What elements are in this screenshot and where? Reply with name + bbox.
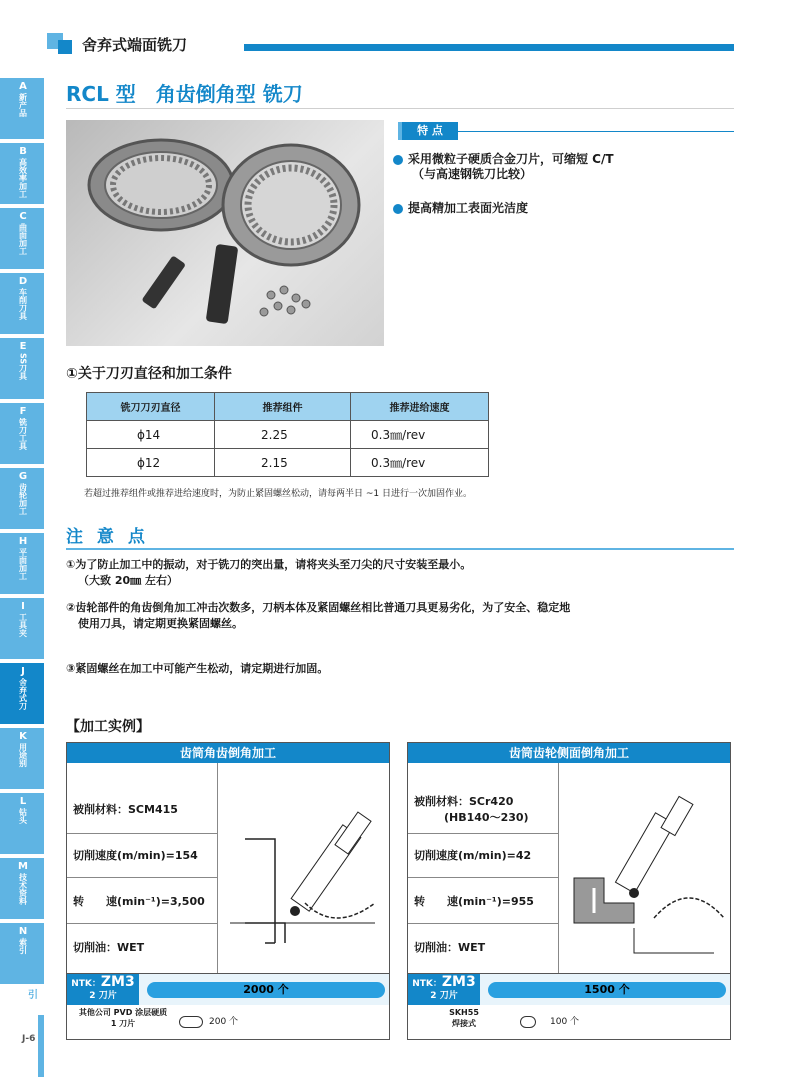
row-divider [408,833,558,834]
sidebar-label: 钻头 [18,808,28,824]
sidebar-label: 齿轮加工 [18,483,28,515]
row-divider [67,923,217,924]
features-line [458,131,734,132]
table-row [87,449,489,477]
example-heading: 齿筒角齿倒角加工 [67,743,389,763]
competitor-life-bar [179,1016,203,1028]
material-label: 被削材料：SCr420 [414,795,514,808]
sidebar-item-e[interactable] [0,338,44,401]
ntk-label: NTK：ZM3 2 刀片 [408,974,480,1005]
sidebar-item-f[interactable] [0,403,44,466]
ntk-life-row [408,973,730,1005]
machining-diagram [564,793,728,958]
sidebar-item-a[interactable] [0,78,44,141]
sidebar-label: 车削刀具 [18,288,28,320]
feature-bullet-icon [393,204,403,214]
sidebar-label: 新产品 [18,93,28,117]
sidebar-letter: J [21,666,25,677]
sidebar-extra: 引 [28,990,38,1001]
coolant-label: 切削油：WET [414,941,486,954]
sidebar-item-b[interactable] [0,143,44,206]
caution-divider [66,548,734,550]
sidebar-letter: I [21,601,25,612]
sidebar-letter: D [18,276,28,287]
table-cell: 2.25 [215,421,351,449]
table-cell: 0.3㎜/rev [351,449,489,477]
sidebar-label: 索引 [18,938,28,954]
example-body [67,763,389,973]
material-label: 被削材料：SCM415 [73,803,178,816]
page-number: J-6 [22,1034,36,1044]
table-cell: ϕ14 [87,421,215,449]
material-hardness: (HB140～230) [444,811,529,824]
sidebar-item-d[interactable] [0,273,44,336]
sidebar-label: 用途别 [18,743,28,767]
sidebar-item-n[interactable] [0,923,44,986]
ntk-label: NTK：ZM3 2 刀片 [67,974,139,1005]
machining-diagram [225,793,385,953]
column-header: 铣刀刀刃直径 [87,393,215,421]
header-bar [244,44,734,51]
competitor-life-value: 200 个 [209,1017,239,1027]
page-title: RCL 型 角齿倒角型 铣刀 [66,82,303,106]
features-tag: 特 点 [398,122,458,140]
sidebar-label: 曲面加工 [18,223,28,255]
sidebar-letter: L [19,796,27,807]
sidebar-item-c[interactable] [0,208,44,271]
sidebar-label: 舍弃式刀 [18,678,28,710]
title-divider [66,108,734,109]
conditions-note: 若超过推荐组件或推荐进给速度时，为防止紧固螺丝松动，请每两半日 ~1 日进行一次加固作业。 [84,489,472,499]
table-cell: ϕ12 [87,449,215,477]
sidebar-item-m[interactable] [0,858,44,921]
sidebar-item-h[interactable] [0,533,44,596]
conditions-title: ①关于刀刃直径和加工条件 [66,366,232,382]
rpm-label: 转 速(min⁻¹)=3,500 [73,895,205,908]
row-divider [408,877,558,878]
competitor-life-row [67,1005,389,1039]
sidebar-item-j[interactable] [0,663,44,726]
competitor-label: SKH55 焊接式 [449,1008,479,1028]
conditions-table [86,392,489,477]
table-header-row [87,393,489,421]
caution-item-1: ①为了防止加工中的振动，对于铣刀的突出量，请将夹头至刀尖的尺寸安装至最小。 （大致 20㎜ 左右） [66,558,472,587]
ntk-life-bar: 2000 个 [147,982,385,998]
speed-label: 切削速度(m/min)=42 [414,849,532,862]
sidebar-letter: E [19,341,27,352]
sidebar-item-k[interactable] [0,728,44,791]
sidebar-label: 铣刀工具 [18,418,28,450]
examples-title: 【加工实例】 [66,719,150,735]
column-divider [217,763,218,973]
sidebar-line [38,1015,44,1077]
sidebar-letter: H [18,536,28,547]
header-square-dark [58,40,72,54]
table-cell: 0.3㎜/rev [351,421,489,449]
caution-item-2: ②齿轮部件的角齿倒角加工冲击次数多，刀柄本体及紧固螺丝相比普通刀具更易劣化，为了安全、稳定地 使用刀具，请定期更换紧固螺丝。 [66,601,571,630]
sidebar-letter: C [19,211,27,222]
sidebar-label: 技术资料 [18,873,28,905]
competitor-label: 其他公司 PVD 涂层硬质 1 刀片 [78,1008,168,1028]
column-divider [558,763,559,973]
feature-item-2: 提高精加工表面光洁度 [408,201,529,215]
sidebar-item-l[interactable] [0,793,44,856]
section-title: 舍弃式端面铣刀 [82,36,188,54]
product-photo [66,120,384,346]
ntk-life-row [67,973,389,1005]
example-card-2 [407,742,731,1040]
rpm-label: 转 速(min⁻¹)=955 [414,895,534,908]
column-header: 推荐进给速度 [351,393,489,421]
example-card-1 [66,742,390,1040]
table-row [87,421,489,449]
sidebar-label: 高效率加工 [18,158,28,198]
competitor-life-bar [520,1016,536,1028]
sidebar-letter: G [18,471,28,482]
ntk-life-bar: 1500 个 [488,982,726,998]
competitor-life-row [408,1005,730,1039]
column-header: 推荐组件 [215,393,351,421]
sidebar-letter: K [19,731,27,742]
table-cell: 2.15 [215,449,351,477]
caution-title: 注 意 点 [66,527,149,547]
sidebar-letter: N [18,926,28,937]
coolant-label: 切削油：WET [73,941,145,954]
row-divider [67,877,217,878]
sidebar-letter: B [19,146,27,157]
caution-item-3: ③紧固螺丝在加工中可能产生松动，请定期进行加固。 [66,662,329,675]
sidebar-letter: A [19,81,27,92]
feature-item-1: 采用微粒子硬质合金刀片，可缩短 C/T （与高速钢铣刀比较） [408,152,614,181]
sidebar-item-g[interactable] [0,468,44,531]
sidebar-label: 平面加工 [18,548,28,580]
sidebar-letter: F [19,406,27,417]
competitor-life-value: 100 个 [550,1017,580,1027]
speed-label: 切削速度(m/min)=154 [73,849,198,862]
sidebar-index [0,78,46,1078]
sidebar-label: 工具夹 [18,613,28,637]
sidebar-letter: M [18,861,28,872]
feature-bullet-icon [393,155,403,165]
example-body [408,763,730,973]
row-divider [408,923,558,924]
product-photo-illustration [66,120,384,346]
example-heading: 齿筒齿轮侧面倒角加工 [408,743,730,763]
sidebar-label: SS刀具 [18,353,28,381]
sidebar-item-i[interactable] [0,598,44,661]
row-divider [67,833,217,834]
